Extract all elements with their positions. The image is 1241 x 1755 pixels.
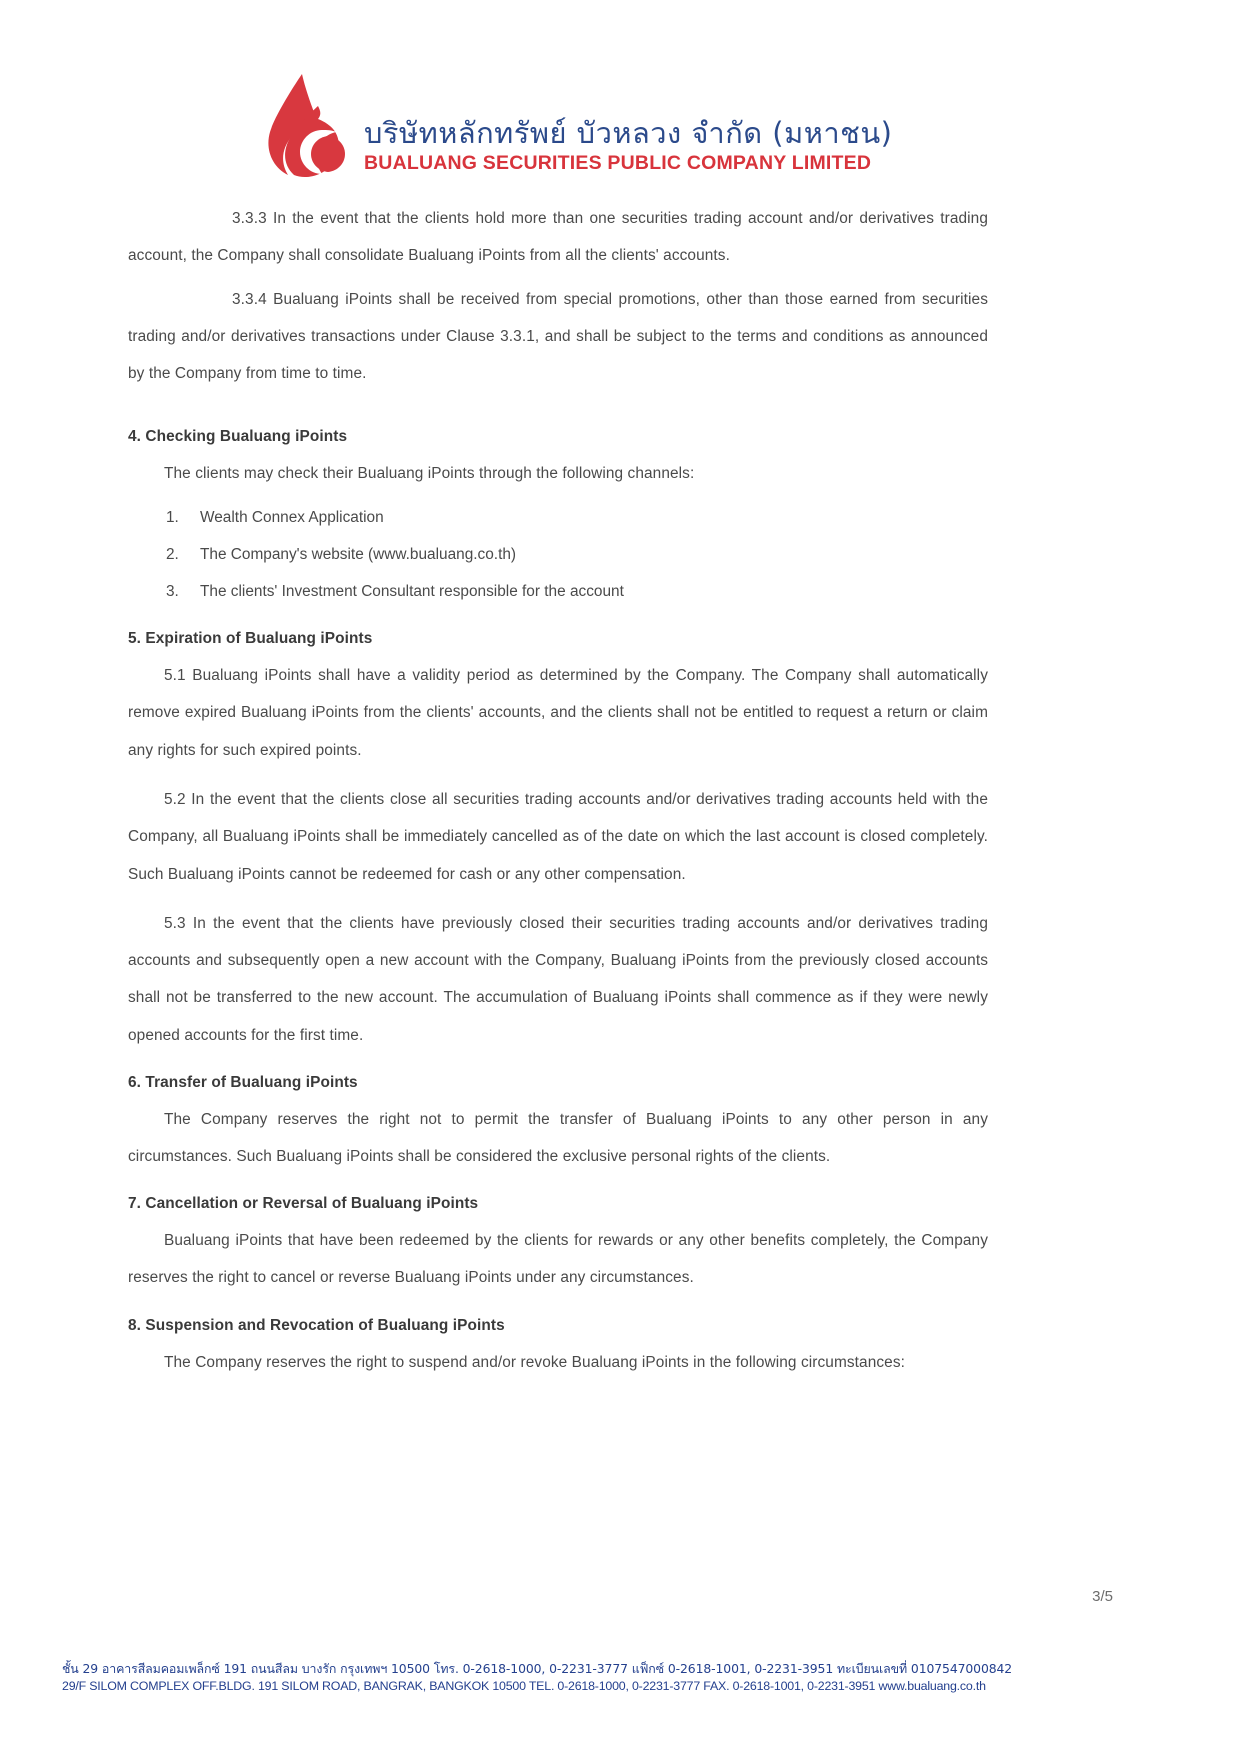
- company-name-english: BUALUANG SECURITIES PUBLIC COMPANY LIMITED: [364, 151, 872, 174]
- section-6-heading: 6. Transfer of Bualuang iPoints: [128, 1073, 358, 1091]
- page-number: 3/5: [1092, 1588, 1113, 1605]
- section-4-heading: 4. Checking Bualuang iPoints: [128, 428, 348, 446]
- document-body: [128, 200, 988, 1387]
- clause-5-2: 5.2 In the event that the clients close all securities trading accounts and/or derivatives trading accounts held with the Company, all Bualuang iPoints shall be immediately cancelled as of the date on which the last account is closed completely. Such Bualuang iPoints cannot be redeemed for cash or any other compensation.: [128, 791, 988, 883]
- list-item-label: Wealth Connex Application: [200, 508, 384, 526]
- list-item-label: The Company's website (www.bualuang.co.th): [200, 545, 517, 563]
- section-8-body: The Company reserves the right to suspend and/or revoke Bualuang iPoints in the following circumstances:: [164, 1353, 905, 1371]
- channels-list: [128, 499, 988, 611]
- section-7-body: Bualuang iPoints that have been redeemed by the clients for rewards or any other benefits completely, the Company reserves the right to cancel or reverse Bualuang iPoints under any circumstances.: [128, 1232, 988, 1287]
- footer-address-english: 29/F SILOM COMPLEX OFF.BLDG. 191 SILOM ROAD, BANGRAK, BANGKOK 10500 TEL. 0-2618-1000, 0-2231-3777 FAX. 0-2618-1001, 0-2231-3951 www.bualuang.co.th: [62, 1678, 986, 1693]
- list-item: [166, 499, 988, 536]
- clause-5-1: 5.1 Bualuang iPoints shall have a validity period as determined by the Company. The Company shall automatically remove expired Bualuang iPoints from the clients' accounts, and the clients shall not be entitled to request a return or claim any rights for such expired points.: [128, 667, 988, 759]
- company-name-thai: บริษัทหลักทรัพย์ บัวหลวง จำกัด (มหาชน): [364, 116, 893, 151]
- list-item-label: The clients' Investment Consultant responsible for the account: [200, 583, 624, 601]
- clause-5-3: 5.3 In the event that the clients have previously closed their securities trading accounts and/or derivatives trading accounts and subsequently open a new account with the Company, Bualuang iPoints from the previously closed accounts shall not be transferred to the new account. The accumulation of Bualuang iPoints shall commence as if they were newly opened accounts for the first time.: [128, 914, 988, 1044]
- list-item-number: 1.: [166, 508, 179, 526]
- list-item: [166, 536, 988, 573]
- letterhead-text: [364, 117, 958, 180]
- bualuang-flame-logo-icon: [258, 72, 350, 180]
- list-item-number: 3.: [166, 583, 179, 601]
- clause-3-3-3: 3.3.3 In the event that the clients hold more than one securities trading account and/or derivatives trading account, the Company shall consolidate Bualuang iPoints from all the clients' accounts.: [128, 210, 988, 265]
- section-7-heading: 7. Cancellation or Reversal of Bualuang iPoints: [128, 1195, 479, 1213]
- footer-address-thai: ชั้น 29 อาคารสีลมคอมเพล็กซ์ 191 ถนนสีลม บางรัก กรุงเทพฯ 10500 โทร. 0-2618-1000, 0-2231-3777 แฟ็กซ์ 0-2618-1001, 0-2231-3951 ทะเบียนเลขที่ 0107547000842: [62, 1661, 1013, 1676]
- list-item-number: 2.: [166, 545, 179, 563]
- section-6-body: The Company reserves the right not to permit the transfer of Bualuang iPoints to any other person in any circumstances. Such Bualuang iPoints shall be considered the exclusive personal rights of the clients.: [128, 1110, 988, 1166]
- section-5-heading: 5. Expiration of Bualuang iPoints: [128, 630, 373, 648]
- list-item: [166, 573, 988, 610]
- section-8-heading: 8. Suspension and Revocation of Bualuang iPoints: [128, 1316, 505, 1334]
- letterhead: [258, 68, 958, 180]
- section-4-intro: The clients may check their Bualuang iPoints through the following channels:: [164, 465, 695, 483]
- clause-3-3-4: 3.3.4 Bualuang iPoints shall be received from special promotions, other than those earned from securities trading and/or derivatives transactions under Clause 3.3.1, and shall be subject to the terms and conditions as announced by the Company from time to time.: [128, 290, 988, 383]
- footer: [62, 1660, 1182, 1695]
